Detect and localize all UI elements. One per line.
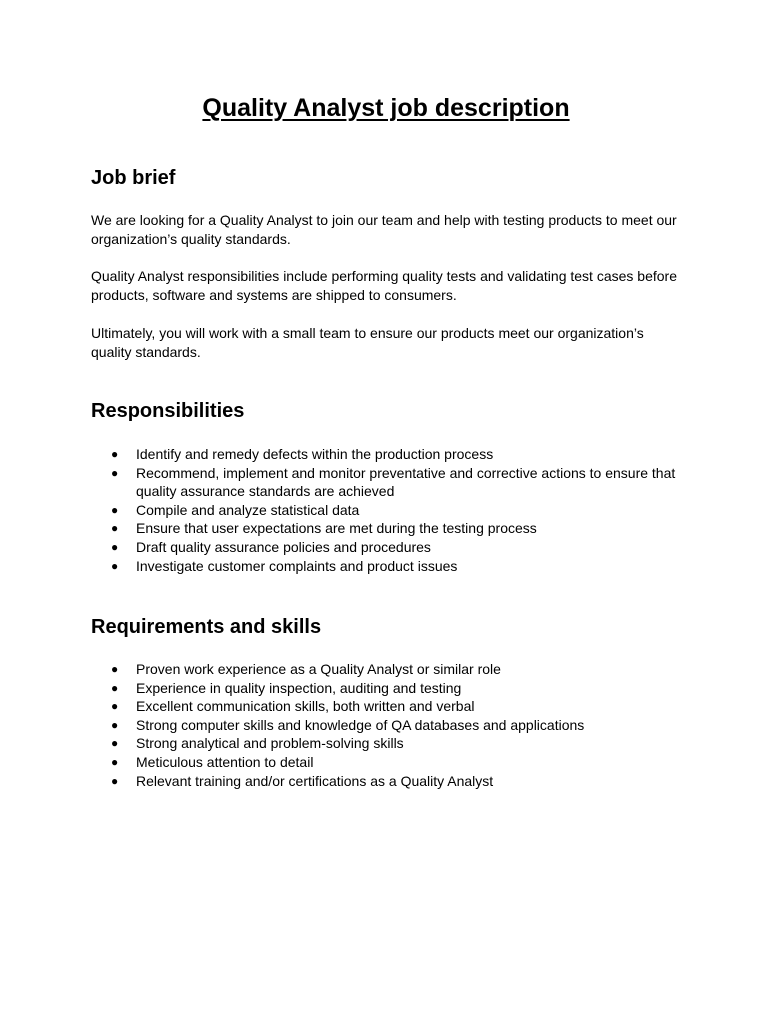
list-item-text: Investigate customer complaints and product issues — [136, 557, 458, 574]
responsibilities-list — [91, 445, 681, 575]
list-item-text: Recommend, implement and monitor preventative and corrective actions to ensure that quality assurance standards are achieved — [136, 464, 676, 500]
list-item — [91, 464, 681, 501]
requirements-list — [91, 660, 681, 790]
list-item — [91, 445, 681, 464]
bullet-icon: ● — [111, 773, 119, 788]
list-item-text: Identify and remedy defects within the production process — [136, 446, 494, 462]
page-title: Quality Analyst job description — [202, 94, 570, 122]
list-item — [91, 501, 681, 520]
job-brief-paragraph-1: We are looking for a Quality Analyst to join our team and help with testing products to meet our organization’s quality standards. — [91, 212, 677, 247]
list-item-text: Strong analytical and problem-solving skills — [136, 735, 404, 752]
requirements-heading: Requirements and skills — [91, 616, 322, 638]
job-brief-paragraph-3: Ultimately, you will work with a small team to ensure our products meet our organization’s quality standards. — [91, 325, 644, 360]
bullet-icon: ● — [111, 662, 119, 676]
list-item-text: Meticulous attention to detail — [136, 753, 314, 770]
bullet-icon: ● — [111, 502, 119, 517]
bullet-icon: ● — [111, 465, 119, 480]
bullet-icon: ● — [111, 680, 119, 695]
list-item — [91, 538, 681, 557]
list-item — [91, 660, 681, 679]
bullet-icon: ● — [111, 736, 119, 751]
list-item-text: Strong computer skills and knowledge of QA databases and applications — [136, 716, 585, 733]
list-item — [91, 697, 681, 716]
list-item — [91, 753, 681, 772]
list-item-text: Draft quality assurance policies and procedures — [136, 538, 431, 555]
bullet-icon: ● — [111, 699, 119, 714]
list-item — [91, 772, 681, 791]
bullet-icon: ● — [111, 521, 119, 536]
bullet-icon: ● — [111, 754, 119, 769]
responsibilities-heading: Responsibilities — [91, 400, 245, 422]
list-item — [91, 716, 681, 735]
list-item-text: Compile and analyze statistical data — [136, 501, 360, 518]
list-item — [91, 679, 681, 698]
bullet-icon: ● — [111, 717, 119, 732]
list-item — [91, 734, 681, 753]
list-item — [91, 557, 681, 576]
list-item-text: Excellent communication skills, both written and verbal — [136, 698, 475, 715]
job-brief-paragraph-2: Quality Analyst responsibilities include performing quality tests and validating test cases before products, software and systems are shipped to consumers. — [91, 268, 677, 303]
list-item-text: Proven work experience as a Quality Analyst or similar role — [136, 661, 501, 677]
job-brief-heading: Job brief — [91, 167, 176, 189]
list-item — [91, 519, 681, 538]
list-item-text: Experience in quality inspection, auditing and testing — [136, 679, 462, 696]
bullet-icon: ● — [111, 539, 119, 554]
list-item-text: Ensure that user expectations are met during the testing process — [136, 520, 537, 537]
bullet-icon: ● — [111, 447, 119, 461]
bullet-icon: ● — [111, 558, 119, 573]
list-item-text: Relevant training and/or certifications as a Quality Analyst — [136, 772, 494, 789]
